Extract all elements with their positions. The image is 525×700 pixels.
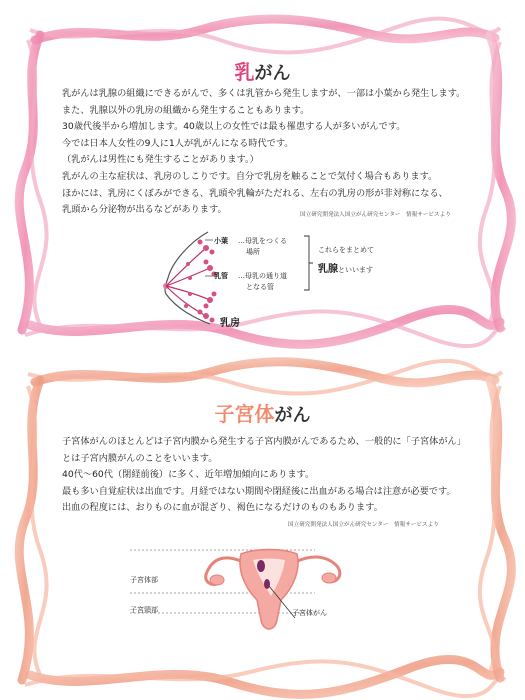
summary-text-2: といいます	[338, 266, 373, 274]
breast-title-kanji: 乳	[234, 60, 255, 84]
cancer-label: 子宮体がん	[292, 609, 327, 617]
uterine-title-kanji: 子宮体	[214, 402, 275, 426]
breast-title-kana: がん	[254, 63, 291, 84]
breast-line: 乳頭から分泌物が出るなどがあります。	[62, 204, 227, 216]
uterine-line: 最も多い自覚症状は出血です。月経ではない期間や閉経後に出血がある場合は注意が必要です。	[62, 485, 456, 497]
breast-line: （乳がんは男性にも発生することがあります。）	[62, 154, 259, 166]
uterine-line: とは子宮内膜がんのことをいいます。	[62, 452, 218, 464]
uterine-source: 国立研究開発法人国立がん研究センター 情報サービスより	[288, 522, 439, 528]
breast-line: また、乳腺以外の乳房の組織から発生することもあります。	[62, 104, 310, 116]
uterine-cancer-panel	[0, 350, 525, 700]
duct-label: 乳管	[214, 272, 228, 280]
cervix-label: 子宮頸部	[130, 606, 158, 614]
breast-line: 30歳代後半から増加します。40歳以上の女性では最も罹患する人が多いがんです。	[62, 121, 406, 133]
duct-desc-1: …母乳の通り道	[238, 272, 287, 280]
breast-line: ほかには、乳房にくぼみができる、乳頭や乳輪がただれる、左右の乳房の形が非対称になる、	[62, 187, 448, 199]
summary-text-1: これらをまとめて	[318, 246, 374, 254]
breast-line: 乳がんは乳腺の組織にできるがんで、多くは乳管から発生しますが、一部は小葉から発生します。	[62, 88, 466, 99]
uterine-line: 40代〜60代（閉経前後）に多く、近年増加傾向にあります。	[62, 469, 315, 481]
summary-row	[318, 257, 373, 276]
uterine-line: 子宮体がんのほとんどは子宮内膜から発生する子宮内膜がんであるため、一般的に「子宮体がん」	[62, 436, 466, 447]
uterine-paragraph	[62, 434, 466, 517]
uterine-line: 出血の程度には、おりものに血が混ざり、褐色になるだけのものもあります。	[62, 502, 383, 514]
duct-desc-2: となる管	[246, 283, 274, 291]
breast-paragraph	[62, 86, 465, 219]
uterine-title-kana: がん	[274, 405, 311, 426]
lobule-desc-1: …母乳をつくる	[238, 237, 287, 245]
summary-bracket	[303, 234, 313, 292]
breast-pointer-lines	[205, 236, 213, 292]
breast-title	[0, 56, 525, 85]
mammary-gland-label: 乳腺	[318, 264, 338, 275]
uterine-body-label: 子宮体部	[130, 576, 158, 584]
uterine-title	[0, 398, 525, 427]
breast-source: 国立研究開発法人国立がん研究センター 情報サービスより	[300, 212, 451, 218]
breast-line: 今では日本人女性の9人に1人が乳がんになる時代です。	[62, 137, 294, 149]
lobule-desc-2: 場所	[246, 248, 260, 256]
uterus-illustration	[125, 540, 375, 650]
breast-line: 乳がんの主な症状は、乳房のしこりです。自分で乳房を触ることで気付く場合もあります。	[62, 170, 438, 182]
breast-label: 乳房	[220, 318, 240, 329]
lobule-label: 小葉	[214, 237, 228, 245]
